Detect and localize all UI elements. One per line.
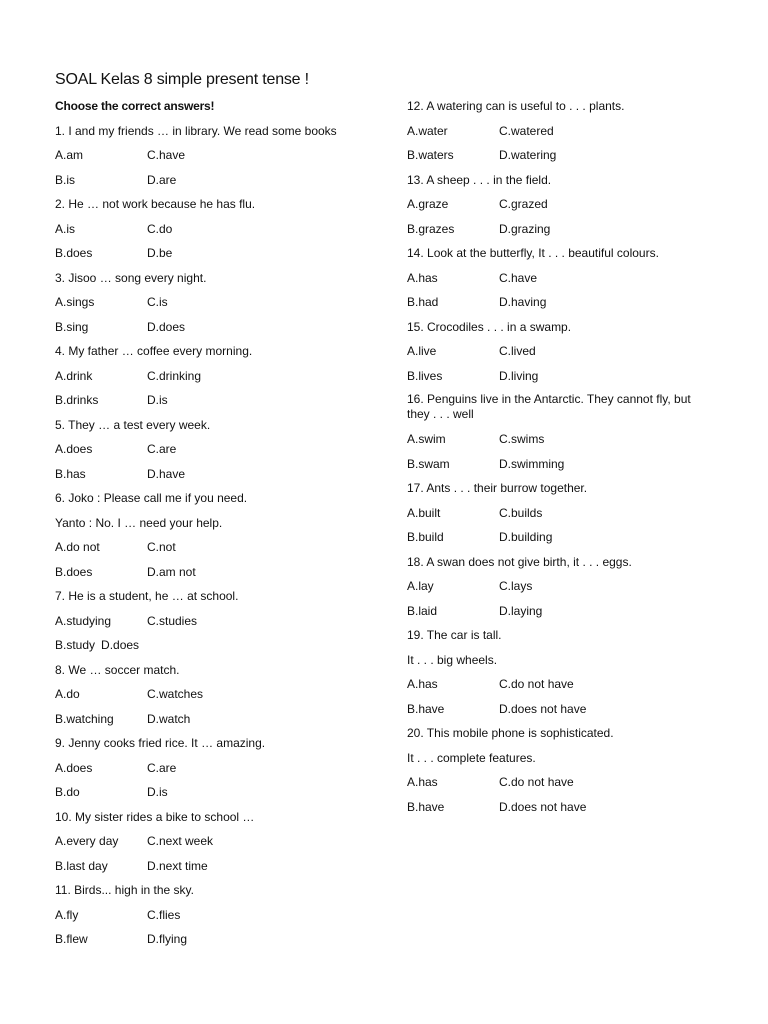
option-d: D.is	[147, 785, 168, 799]
option-c: C.do not have	[499, 775, 574, 789]
question-text-continued: Yanto : No. I … need your help.	[55, 515, 223, 530]
option-d: D.grazing	[499, 221, 551, 236]
question-text: 13. A sheep . . . in the field.	[407, 172, 552, 187]
question-text: 11. Birds... high in the sky.	[55, 883, 194, 897]
question-text: 9. Jenny cooks fried rice. It … amazing.	[55, 736, 266, 750]
option-row	[55, 537, 355, 562]
option-d: D.does not have	[499, 799, 587, 814]
option-row	[55, 464, 355, 489]
option-row	[55, 611, 355, 636]
question-text: 4. My father … coffee every morning.	[55, 344, 253, 358]
option-b: B.swam	[407, 456, 450, 471]
question-text: 17. Ants . . . their burrow together.	[407, 481, 588, 495]
option-a: A.has	[407, 270, 438, 285]
option-row	[55, 905, 355, 930]
option-row	[407, 576, 707, 601]
option-a: A.does	[55, 442, 93, 456]
question-text: 12. A watering can is useful to . . . plants.	[407, 99, 625, 113]
question-text: 10. My sister rides a bike to school …	[55, 809, 255, 824]
option-row	[407, 772, 707, 797]
option-b: B.study	[55, 638, 96, 652]
option-a: A.built	[407, 505, 441, 520]
question-text: 8. We … soccer match.	[55, 662, 180, 677]
option-c: C.do	[147, 221, 173, 236]
option-b: B.do	[55, 785, 80, 799]
question-text: 6. Joko : Please call me if you need.	[55, 491, 248, 505]
option-b: B.laid	[407, 603, 438, 618]
option-row	[55, 390, 355, 415]
option-d: D.have	[147, 466, 186, 481]
question-text: 14. Look at the butterfly, It . . . beautiful colours.	[407, 246, 659, 260]
option-c: C.studies	[147, 613, 198, 628]
option-b: B.lives	[407, 368, 443, 383]
right-column	[407, 96, 707, 821]
option-d: D.be	[147, 246, 173, 260]
option-row	[407, 797, 707, 822]
option-a: A.water	[407, 123, 448, 138]
option-row	[407, 292, 707, 317]
option-c: C.are	[147, 760, 177, 775]
option-d: D.is	[147, 393, 168, 407]
option-row	[55, 929, 355, 954]
option-c: C.lived	[499, 344, 536, 358]
option-c: C.have	[147, 148, 186, 162]
option-c: C.drinking	[147, 368, 202, 383]
option-c: C.is	[147, 295, 168, 309]
option-a: A.has	[407, 677, 438, 691]
option-row	[407, 145, 707, 170]
option-row	[55, 170, 355, 195]
option-row	[407, 699, 707, 724]
question-text: 3. Jisoo … song every night.	[55, 270, 207, 285]
question-text: 15. Crocodiles . . . in a swamp.	[407, 319, 572, 334]
option-d: D.does not have	[499, 701, 587, 716]
option-row	[407, 366, 707, 391]
option-d: D.next time	[147, 858, 208, 873]
option-a: A.do not	[55, 540, 100, 554]
option-b: B.does	[55, 246, 93, 260]
option-b: B.grazes	[407, 221, 455, 236]
option-d: D.building	[499, 530, 553, 544]
option-d: D.watering	[499, 148, 557, 162]
question-text-continued: It . . . complete features.	[407, 750, 536, 765]
option-b: B.have	[407, 701, 445, 716]
option-a: A.do	[55, 687, 80, 701]
question-text: 2. He … not work because he has flu.	[55, 197, 256, 211]
instruction: Choose the correct answers!	[55, 99, 215, 113]
option-b: B.flew	[55, 932, 88, 946]
option-a: A.studying	[55, 613, 112, 628]
option-row	[55, 219, 355, 244]
option-b: B.sing	[55, 319, 89, 334]
option-row	[55, 782, 355, 807]
question-text: 7. He is a student, he … at school.	[55, 589, 239, 603]
option-a: A.is	[55, 221, 76, 236]
option-row	[55, 366, 355, 391]
option-b: B.waters	[407, 148, 454, 162]
option-d: D.having	[499, 295, 547, 309]
option-b: B.had	[407, 295, 439, 309]
option-row	[407, 219, 707, 244]
option-row	[407, 601, 707, 626]
option-a: A.live	[407, 344, 437, 358]
option-row	[55, 562, 355, 587]
option-a: A.does	[55, 760, 93, 775]
option-d: D.laying	[499, 603, 543, 618]
option-c: C.are	[147, 442, 177, 456]
option-c: C.have	[499, 270, 538, 285]
question-text: 18. A swan does not give birth, it . . . eggs.	[407, 554, 632, 569]
option-a: A.swim	[407, 432, 446, 446]
question-text: 19. The car is tall.	[407, 628, 502, 642]
option-c: C.grazed	[499, 197, 548, 211]
option-c: C.do not have	[499, 677, 574, 691]
question-text-continued: It . . . big wheels.	[407, 652, 498, 667]
option-a: A.drink	[55, 368, 93, 383]
option-c: C.builds	[499, 505, 543, 520]
option-a: A.sings	[55, 295, 95, 309]
option-a: A.am	[55, 148, 84, 162]
option-c: C.swims	[499, 432, 545, 446]
question-text: 1. I and my friends … in library. We read some books	[55, 123, 337, 138]
option-row	[55, 292, 355, 317]
option-c: C.lays	[499, 579, 533, 593]
option-c: C.watches	[147, 687, 204, 701]
question-text: 5. They … a test every week.	[55, 417, 211, 432]
option-row	[55, 758, 355, 783]
option-c: C.flies	[147, 907, 181, 922]
option-b: B.drinks	[55, 393, 99, 407]
option-d: D.am not	[147, 564, 196, 579]
left-column	[55, 96, 355, 954]
option-row	[55, 684, 355, 709]
option-d: D.are	[147, 172, 177, 187]
option-a: A.fly	[55, 907, 79, 922]
option-b: B.is	[55, 172, 76, 187]
option-row	[407, 454, 707, 479]
option-a: A.every day	[55, 834, 119, 848]
option-row	[55, 856, 355, 881]
option-b: B.watching	[55, 711, 114, 726]
page-title: SOAL Kelas 8 simple present tense !	[55, 71, 309, 88]
option-row	[55, 145, 355, 170]
option-b: B.build	[407, 530, 444, 544]
option-b: B.does	[55, 564, 93, 579]
option-row	[407, 503, 707, 528]
option-row	[407, 429, 707, 454]
option-row	[55, 709, 355, 734]
option-a: A.graze	[407, 197, 449, 211]
option-d: D.watch	[147, 711, 191, 726]
option-row	[55, 439, 355, 464]
option-d: D.does	[147, 319, 186, 334]
option-d: D.does	[101, 638, 140, 652]
option-b: B.last day	[55, 858, 108, 873]
option-b: B.has	[55, 466, 86, 481]
option-d: D.flying	[147, 932, 188, 946]
option-d: D.swimming	[499, 456, 565, 471]
option-row	[55, 243, 355, 268]
option-row	[407, 527, 707, 552]
option-c: C.next week	[147, 834, 214, 848]
option-d: D.living	[499, 368, 539, 383]
option-c: C.not	[147, 540, 176, 554]
option-row	[407, 341, 707, 366]
option-row	[407, 121, 707, 146]
question-text: 20. This mobile phone is sophisticated.	[407, 726, 614, 740]
option-row	[407, 194, 707, 219]
option-row	[407, 268, 707, 293]
option-b: B.have	[407, 799, 445, 814]
option-row	[55, 635, 355, 660]
option-row	[407, 674, 707, 699]
option-a: A.lay	[407, 579, 434, 593]
option-row	[55, 317, 355, 342]
option-a: A.has	[407, 775, 438, 789]
option-c: C.watered	[499, 123, 554, 138]
option-row	[55, 831, 355, 856]
question-text: 16. Penguins live in the Antarctic. They cannot fly, but they . . . well	[407, 392, 691, 421]
